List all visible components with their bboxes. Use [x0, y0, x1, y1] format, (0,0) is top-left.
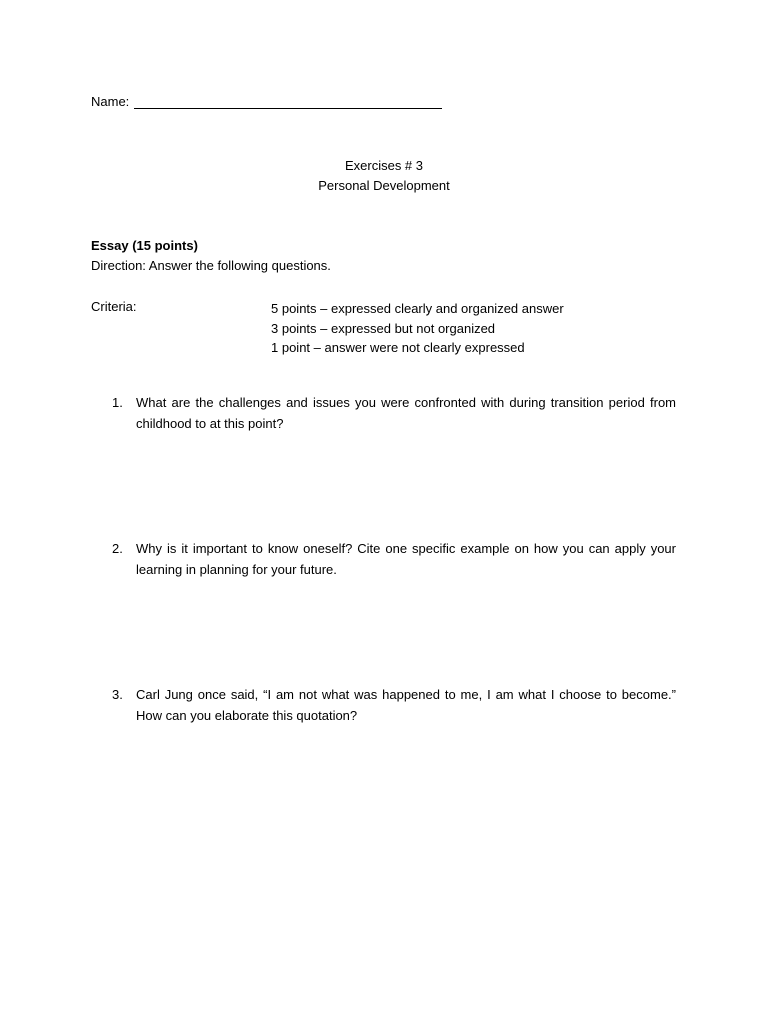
- criteria-item: 1 point – answer were not clearly expressed: [271, 340, 525, 355]
- question-number: 1.: [112, 395, 123, 410]
- question-text: Carl Jung once said, “I am not what was happened to me, I am what I choose to become.” How can you elaborate this quotation?: [136, 687, 676, 723]
- criteria-item: 3 points – expressed but not organized: [271, 320, 496, 336]
- criteria-item: 5 points – expressed clearly and organized answer: [271, 301, 564, 316]
- question-2: [112, 538, 676, 580]
- name-blank-line[interactable]: [134, 108, 442, 109]
- essay-heading: Essay (15 points): [91, 238, 198, 253]
- question-3: [112, 684, 676, 726]
- question-text: Why is it important to know oneself? Cite one specific example on how you can apply your learning in planning for your future.: [136, 541, 676, 577]
- criteria-label: Criteria:: [91, 299, 137, 314]
- direction-text: Direction: Answer the following questions.: [91, 258, 331, 273]
- title-line-1: Exercises # 3: [344, 158, 424, 173]
- question-1: [112, 392, 676, 434]
- name-label: Name:: [91, 94, 130, 109]
- criteria-list: [271, 299, 564, 358]
- question-text: What are the challenges and issues you were confronted with during transition period from childhood to at this point?: [136, 395, 676, 431]
- worksheet-title: [0, 156, 768, 196]
- question-number: 3.: [112, 687, 123, 702]
- title-line-2: Personal Development: [318, 178, 450, 193]
- question-number: 2.: [112, 541, 123, 556]
